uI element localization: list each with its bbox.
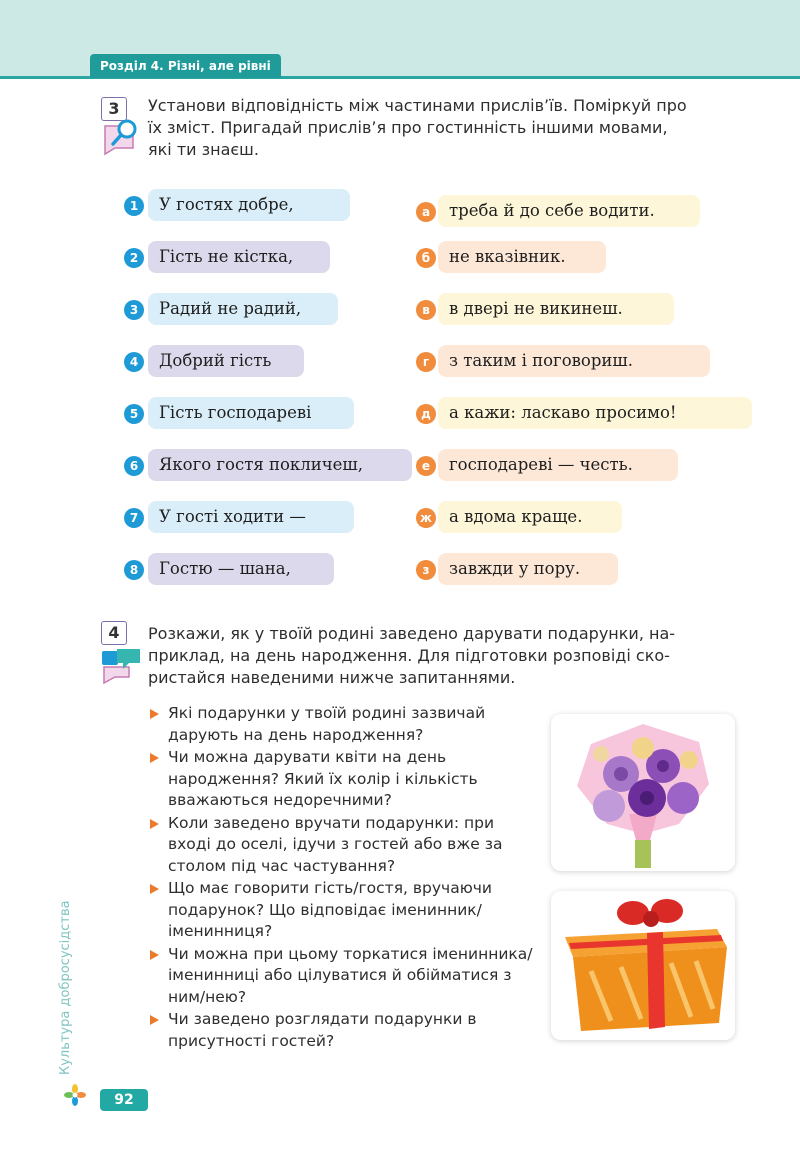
side-section-label: Культура добросусідства [58,900,73,1075]
letter-badge: в [416,300,436,320]
proverb-end-text: з таким і поговориш. [438,345,710,377]
number-badge: 5 [124,404,144,424]
number-badge: 2 [124,248,144,268]
number-badge: 1 [124,196,144,216]
letter-badge: з [416,560,436,580]
task-3-instructions [148,95,752,161]
task-4-line: Розкажи, як у твоїй родині заведено дарувати подарунки, на- [148,624,676,643]
number-badge: 6 [124,456,144,476]
proverb-end-text: завжди у пору. [438,553,618,585]
proverb-end-text: не вказівник. [438,241,606,273]
page-number: 92 [100,1089,148,1111]
number-badge: 3 [124,300,144,320]
letter-badge: г [416,352,436,372]
flower-logo-icon [64,1084,86,1106]
letter-badge: д [416,404,436,424]
letter-badge: е [416,456,436,476]
proverb-end-text: а вдома краще. [438,501,622,533]
flower-bouquet-illustration [551,714,735,871]
proverb-end-text: а кажи: ласкаво просимо! [438,397,752,429]
task-3-line: які ти знаєш. [148,140,259,159]
task-3-number: 3 [101,97,127,121]
proverb-start-text: У гостях добре, [148,189,350,221]
gift-image [551,891,735,1040]
task-4-line: ристайся наведеними нижче запитаннями. [148,668,516,687]
task-4-instructions [148,623,752,689]
number-badge: 4 [124,352,144,372]
task-3-line: їх зміст. Пригадай прислів’я про гостинність іншими мовами, [148,118,668,137]
proverb-end-text: господареві — честь. [438,449,678,481]
proverb-start-text: У гості ходити — [148,501,354,533]
question-item: Чи можна дарувати квіти на день народження? Який їх колір і кількість вважаються недоречними? [148,747,538,812]
proverb-end-text: в двері не викинеш. [438,293,674,325]
proverb-start-text: Радий не радий, [148,293,338,325]
proverb-start-text: Якого гостя покличеш, [148,449,412,481]
questions-list [148,703,538,1052]
question-item: Що має говорити гість/гостя, вручаючи подарунок? Що відповідає іменинник/іменинниця? [148,878,538,943]
task-4-number: 4 [101,621,127,645]
letter-badge: ж [416,508,436,528]
proverb-start-text: Гість не кістка, [148,241,330,273]
gift-box-illustration [551,891,735,1040]
magnifier-icon [101,118,143,158]
question-item: Які подарунки у твоїй родині зазвичай дарують на день народження? [148,703,538,746]
question-item: Чи можна при цьому торкатися іменинника/іменинниці або цілуватися й обійматися з ним/нею? [148,944,538,1009]
letter-badge: а [416,202,436,222]
proverb-start-text: Добрий гість [148,345,304,377]
proverb-start-text: Гість господареві [148,397,354,429]
question-item: Коли заведено вручати подарунки: при вході до оселі, ідучи з гостей або вже за столом під час частування? [148,813,538,878]
letter-badge: б [416,248,436,268]
task-4-line: приклад, на день народження. Для підготовки розповіді ско- [148,646,670,665]
question-item: Чи заведено розглядати подарунки в присутності гостей? [148,1009,538,1052]
proverb-start-text: Гостю — шана, [148,553,334,585]
task-3-line: Установи відповідність між частинами прислів’їв. Поміркуй про [148,96,687,115]
section-label: Розділ 4. Різні, але рівні [90,54,281,78]
proverb-end-text: треба й до себе водити. [438,195,700,227]
bouquet-image [551,714,735,871]
number-badge: 8 [124,560,144,580]
speech-bubbles-icon [101,645,143,685]
number-badge: 7 [124,508,144,528]
